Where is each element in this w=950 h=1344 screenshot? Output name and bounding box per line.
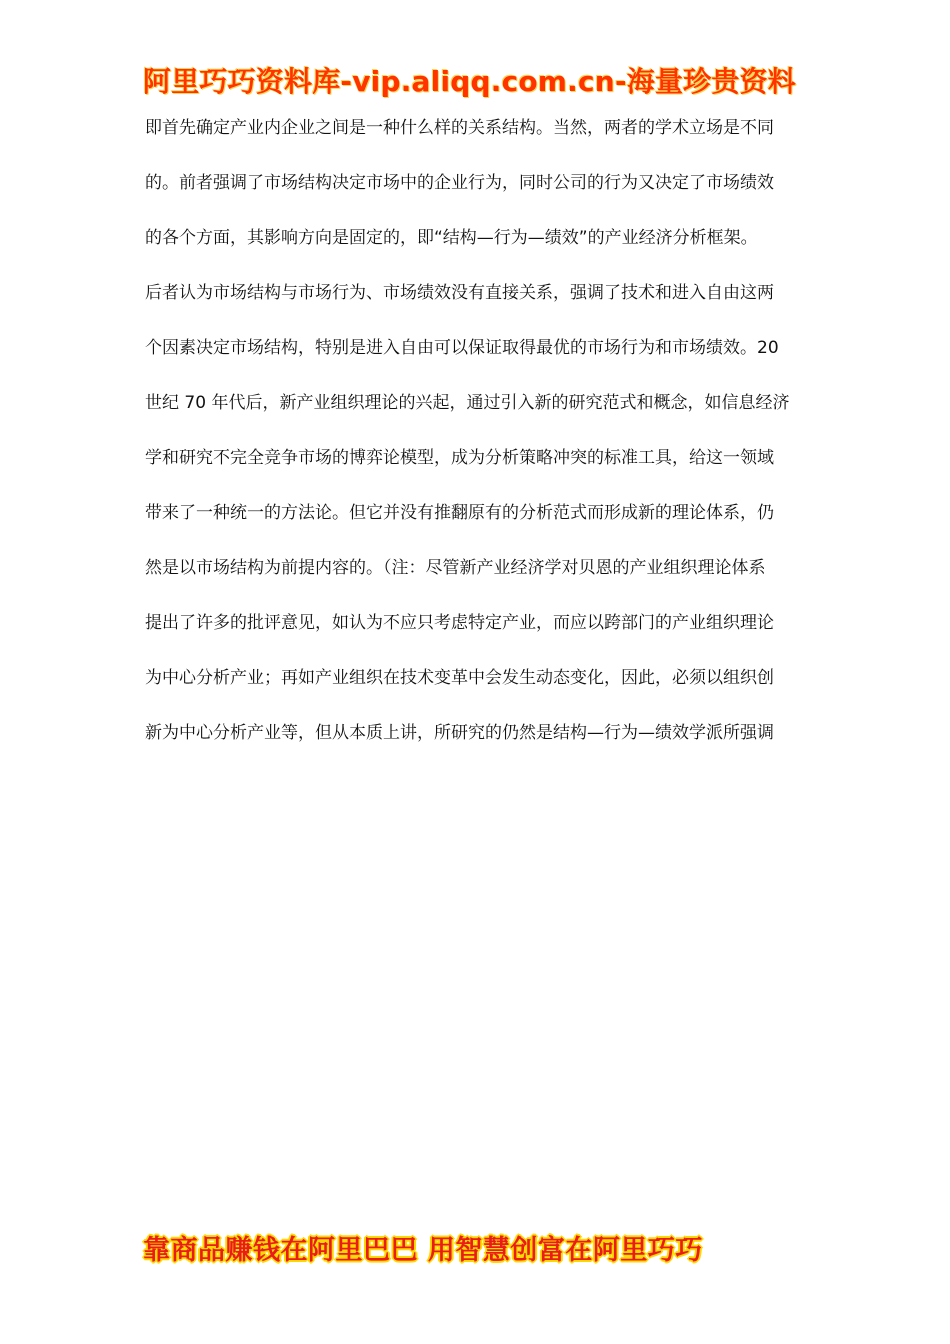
paragraph: 世纪 70 年代后，新产业组织理论的兴起，通过引入新的研究范式和概念，如信息经济 bbox=[145, 393, 790, 413]
document-body bbox=[145, 112, 800, 772]
header-banner: 阿里巧巧资料库-vip.aliqq.com.cn-海量珍贵资料 bbox=[143, 65, 796, 98]
paragraph: 提出了许多的批评意见，如认为不应只考虑特定产业，而应以跨部门的产业组织理论 bbox=[145, 613, 774, 633]
paragraph: 个因素决定市场结构，特别是进入自由可以保证取得最优的市场行为和市场绩效。20 bbox=[145, 338, 779, 358]
paragraph: 即首先确定产业内企业之间是一种什么样的关系结构。当然，两者的学术立场是不同 bbox=[145, 118, 774, 138]
paragraph: 的各个方面，其影响方向是固定的，即“结构—行为—绩效”的产业经济分析框架。 bbox=[145, 228, 758, 248]
paragraph: 学和研究不完全竞争市场的博弈论模型，成为分析策略冲突的标准工具，给这一领域 bbox=[145, 448, 774, 468]
paragraph: 的。前者强调了市场结构决定市场中的企业行为，同时公司的行为又决定了市场绩效 bbox=[145, 173, 774, 193]
paragraph: 后者认为市场结构与市场行为、市场绩效没有直接关系，强调了技术和进入自由这两 bbox=[145, 283, 774, 303]
paragraph: 然是以市场结构为前提内容的。（注：尽管新产业经济学对贝恩的产业组织理论体系 bbox=[145, 558, 766, 578]
paragraph: 新为中心分析产业等，但从本质上讲，所研究的仍然是结构—行为—绩效学派所强调 bbox=[145, 723, 774, 743]
footer-banner: 靠商品赚钱在阿里巴巴 用智慧创富在阿里巧巧 bbox=[143, 1235, 703, 1266]
paragraph: 为中心分析产业；再如产业组织在技术变革中会发生动态变化，因此，必须以组织创 bbox=[145, 668, 774, 688]
paragraph: 带来了一种统一的方法论。但它并没有推翻原有的分析范式而形成新的理论体系，仍 bbox=[145, 503, 774, 523]
